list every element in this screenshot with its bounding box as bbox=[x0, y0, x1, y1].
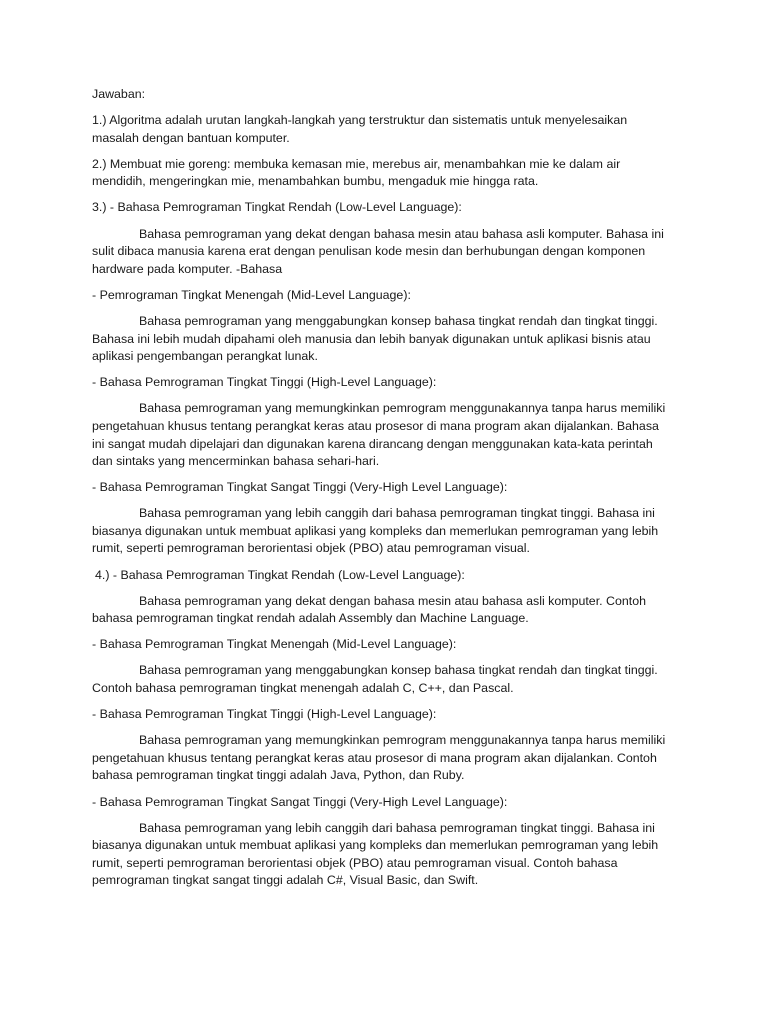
body-paragraph: Bahasa pemrograman yang lebih canggih dari bahasa pemrograman tingkat tinggi. Bahasa ini biasanya digunakan untuk membuat aplikasi yang kompleks dan memerlukan pemrograman yang lebih rumit, seperti pemrograman berorientasi objek (PBO) atau pemrograman visual. bbox=[92, 506, 659, 556]
section-heading: 2.) Membuat mie goreng: membuka kemasan mie, merebus air, menambahkan mie ke dalam air mendidih, mengeringkan mie, menambahkan bumbu, mengaduk mie hingga rata. bbox=[92, 156, 621, 189]
section-heading: 1.) Algoritma adalah urutan langkah-langkah yang terstruktur dan sistematis untuk menyelesaikan masalah dengan bantuan komputer. bbox=[92, 113, 628, 145]
body-paragraph: Bahasa pemrograman yang menggabungkan konsep bahasa tingkat rendah dan tingkat tinggi. Contoh bahasa pemrograman tingkat menengah adalah C, C++, dan Pascal. bbox=[92, 663, 658, 696]
body-paragraph: Bahasa pemrograman yang lebih canggih dari bahasa pemrograman tingkat tinggi. Bahasa ini biasanya digunakan untuk membuat aplikasi yang kompleks dan memerlukan pemrograman yang lebih rumit, seperti pemrograman berorientasi objek (PBO) atau pemrograman visual. Contoh bahasa pemrograman tingkat sangat tinggi adalah C#, Visual Basic, dan Swift. bbox=[92, 820, 659, 888]
paragraph-list bbox=[92, 112, 672, 890]
body-paragraph: Bahasa pemrograman yang menggabungkan konsep bahasa tingkat rendah dan tingkat tinggi. Bahasa ini lebih mudah dipahami oleh manusia dan lebih banyak digunakan untuk aplikasi bisnis atau aplikasi pengembangan perangkat lunak. bbox=[92, 313, 658, 364]
body-paragraph: Bahasa pemrograman yang dekat dengan bahasa mesin atau bahasa asli komputer. Bahasa ini sulit dibaca manusia karena erat dengan penulisan kode mesin dan berhubungan dengan komponen hardware pada komputer. -Bahasa bbox=[92, 226, 664, 276]
body-paragraph: Bahasa pemrograman yang dekat dengan bahasa mesin atau bahasa asli komputer. Contoh bahasa pemrograman tingkat rendah adalah Assembly dan Machine Language. bbox=[92, 593, 646, 626]
section-heading: - Bahasa Pemrograman Tingkat Sangat Tinggi (Very-High Level Language): bbox=[92, 794, 508, 809]
section-heading: - Bahasa Pemrograman Tingkat Tinggi (High-Level Language): bbox=[92, 707, 437, 722]
answer-heading: Jawaban: bbox=[92, 87, 146, 101]
body-paragraph: Bahasa pemrograman yang memungkinkan pemrogram menggunakannya tanpa harus memiliki pengetahuan khusus tentang perangkat keras atau prosesor di mana program akan dijalankan. Contoh bahasa pemrograman tingkat tinggi adalah Java, Python, dan Ruby. bbox=[92, 733, 666, 783]
body-paragraph: Bahasa pemrograman yang memungkinkan pemrogram menggunakannya tanpa harus memiliki pengetahuan khusus tentang perangkat keras atau prosesor di mana program akan dijalankan. Bahasa ini sangat mudah dipelajari dan digunakan karena dirancang dengan menggunakan kata-kata perintah dan sintaks yang mencerminkan bahasa sehari-hari. bbox=[92, 401, 666, 469]
section-heading: - Pemrograman Tingkat Menengah (Mid-Level Language): bbox=[92, 287, 411, 302]
section-heading: - Bahasa Pemrograman Tingkat Menengah (Mid-Level Language): bbox=[92, 637, 457, 652]
document-body bbox=[92, 86, 672, 898]
section-heading: 4.) - Bahasa Pemrograman Tingkat Rendah (Low-Level Language): bbox=[95, 567, 465, 582]
section-heading: - Bahasa Pemrograman Tingkat Sangat Tinggi (Very-High Level Language): bbox=[92, 480, 508, 495]
section-heading: - Bahasa Pemrograman Tingkat Tinggi (High-Level Language): bbox=[92, 375, 437, 390]
section-heading: 3.) - Bahasa Pemrograman Tingkat Rendah (Low-Level Language): bbox=[92, 200, 462, 215]
